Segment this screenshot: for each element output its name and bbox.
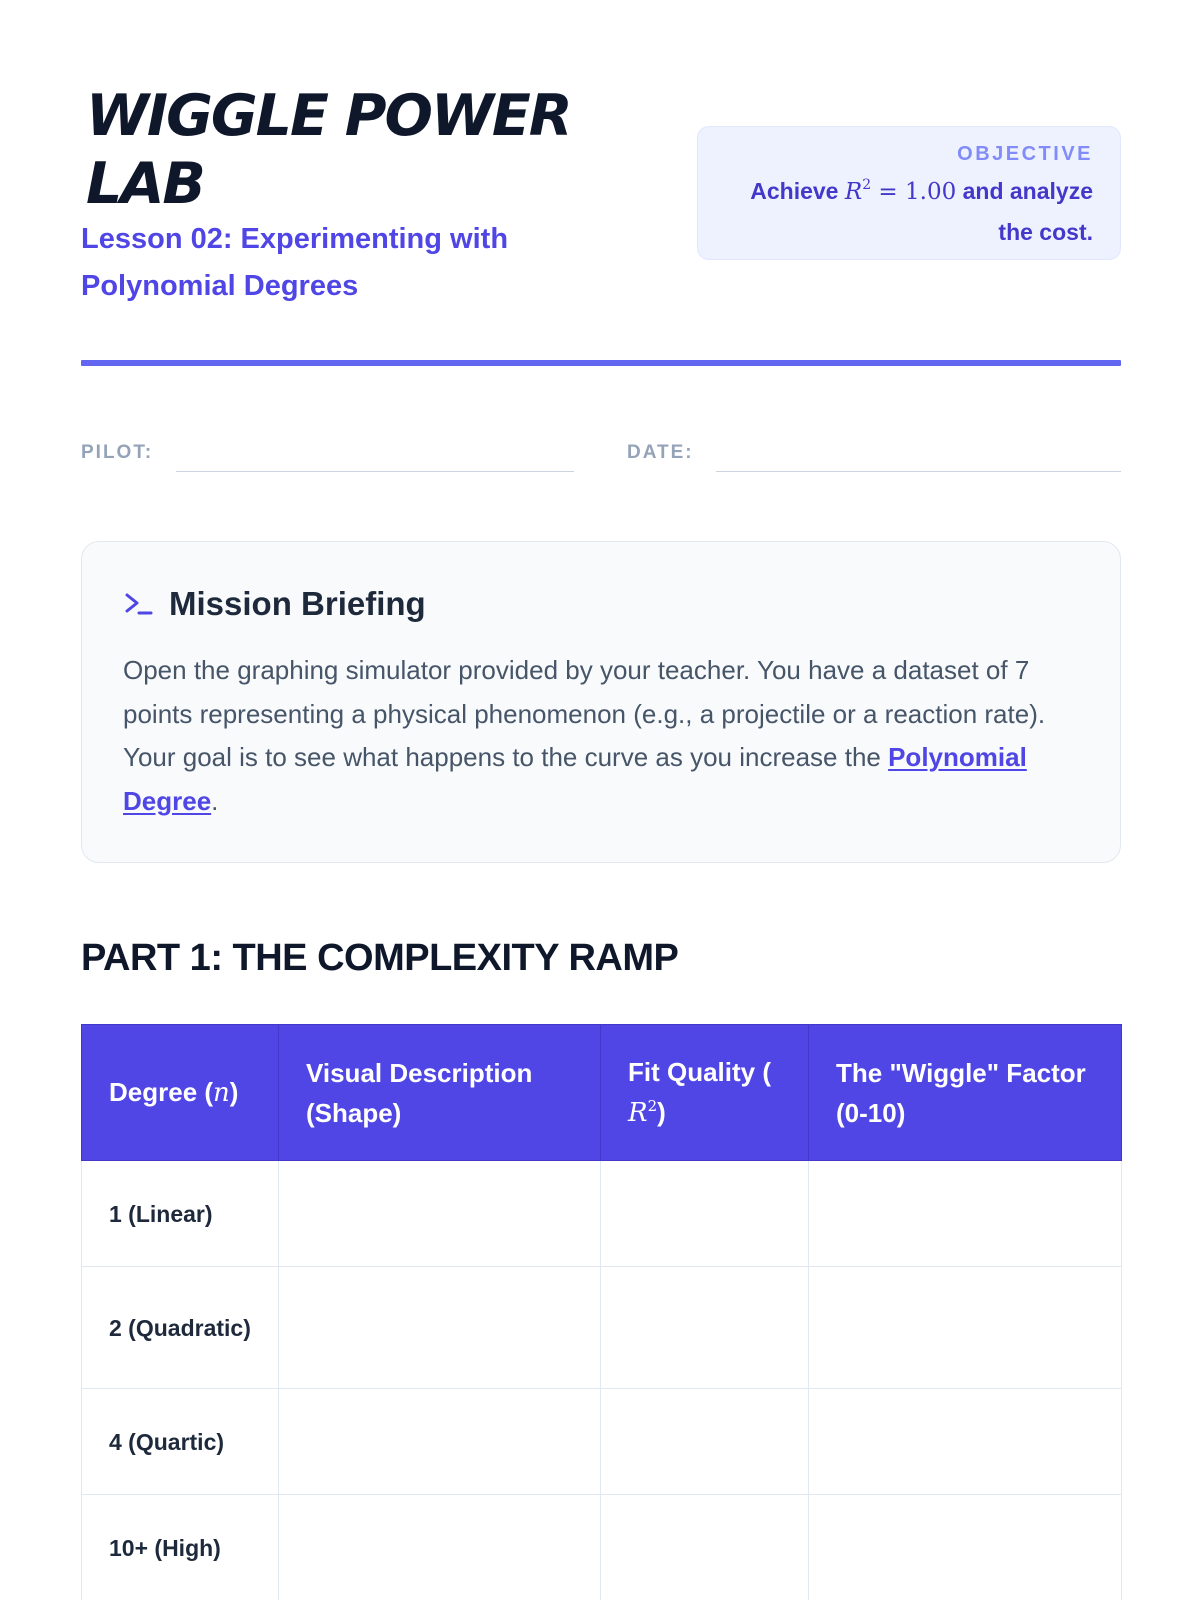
table-row [82, 1267, 1122, 1389]
complexity-ramp-table [81, 1024, 1122, 1600]
degree-cell: 1 (Linear) [82, 1161, 279, 1267]
mission-briefing-card [81, 541, 1121, 863]
student-fields [81, 440, 1121, 480]
wiggle-factor-cell[interactable] [809, 1495, 1122, 1600]
briefing-body [123, 649, 1083, 823]
briefing-header [123, 584, 426, 624]
visual-description-cell[interactable] [279, 1267, 601, 1389]
table-row [82, 1389, 1122, 1495]
header-degree-close: ) [229, 1077, 239, 1107]
visual-description-cell[interactable] [279, 1495, 601, 1600]
date-field[interactable] [716, 471, 1121, 472]
terminal-icon [123, 589, 153, 619]
wiggle-factor-cell[interactable] [809, 1161, 1122, 1267]
wiggle-factor-cell[interactable] [809, 1267, 1122, 1389]
pilot-label: PILOT: [81, 442, 154, 463]
table-header-row [82, 1025, 1122, 1161]
visual-description-cell[interactable] [279, 1161, 601, 1267]
worksheet-page [81, 0, 1121, 1600]
header-degree-text: Degree ( [109, 1077, 214, 1107]
objective-text-after: and analyze the cost. [956, 178, 1093, 245]
wiggle-factor-cell[interactable] [809, 1389, 1122, 1495]
header-fit-text: Fit Quality ( [628, 1057, 771, 1087]
header-fit-math [628, 1098, 657, 1128]
polynomial-degree-link[interactable]: Polynomial Degree [123, 742, 1027, 816]
briefing-body-end: . [211, 785, 219, 816]
table-row [82, 1161, 1122, 1267]
briefing-body-text: Open the graphing simulator provided by your teacher. You have a dataset of 7 points representing a physical phenomenon (e.g., a projectile or a reaction rate). Your goal is to see what happens to the curve as you increase the [123, 655, 1046, 772]
header-visual-description: Visual Description (Shape) [279, 1025, 601, 1161]
briefing-title: Mission Briefing [169, 585, 426, 622]
objective-math-rest: = 1.00 [871, 179, 957, 205]
header-fit-close: ) [657, 1097, 666, 1127]
degree-cell: 2 (Quadratic) [82, 1267, 279, 1389]
header [81, 82, 1121, 302]
header-fit-var: R [628, 1098, 648, 1128]
part1-title: PART 1: THE COMPLEXITY RAMP [81, 937, 679, 979]
header-wiggle-factor: The "Wiggle" Factor (0-10) [809, 1025, 1122, 1161]
fit-quality-cell[interactable] [601, 1495, 809, 1600]
fit-quality-cell[interactable] [601, 1389, 809, 1495]
objective-text [725, 171, 1093, 252]
degree-cell: 10+ (High) [82, 1495, 279, 1600]
degree-cell: 4 (Quartic) [82, 1389, 279, 1495]
objective-box [697, 126, 1121, 260]
objective-text-before: Achieve [750, 178, 845, 204]
header-degree [82, 1025, 279, 1161]
fit-quality-cell[interactable] [601, 1267, 809, 1389]
header-degree-var: n [213, 1078, 230, 1108]
lesson-subtitle: Lesson 02: Experimenting with Polynomial Degrees [81, 223, 509, 302]
header-fit-exp: 2 [647, 1097, 658, 1115]
header-divider [81, 360, 1121, 366]
pilot-field[interactable] [176, 471, 574, 472]
page-title: WIGGLE POWER LAB [86, 83, 571, 217]
date-label: DATE: [627, 442, 694, 463]
visual-description-cell[interactable] [279, 1389, 601, 1495]
objective-math [845, 179, 956, 205]
header-fit-quality [601, 1025, 809, 1161]
table-row [82, 1495, 1122, 1600]
objective-label: OBJECTIVE [957, 143, 1093, 165]
fit-quality-cell[interactable] [601, 1161, 809, 1267]
objective-math-exp: 2 [862, 177, 872, 193]
objective-math-var: R [844, 179, 863, 205]
